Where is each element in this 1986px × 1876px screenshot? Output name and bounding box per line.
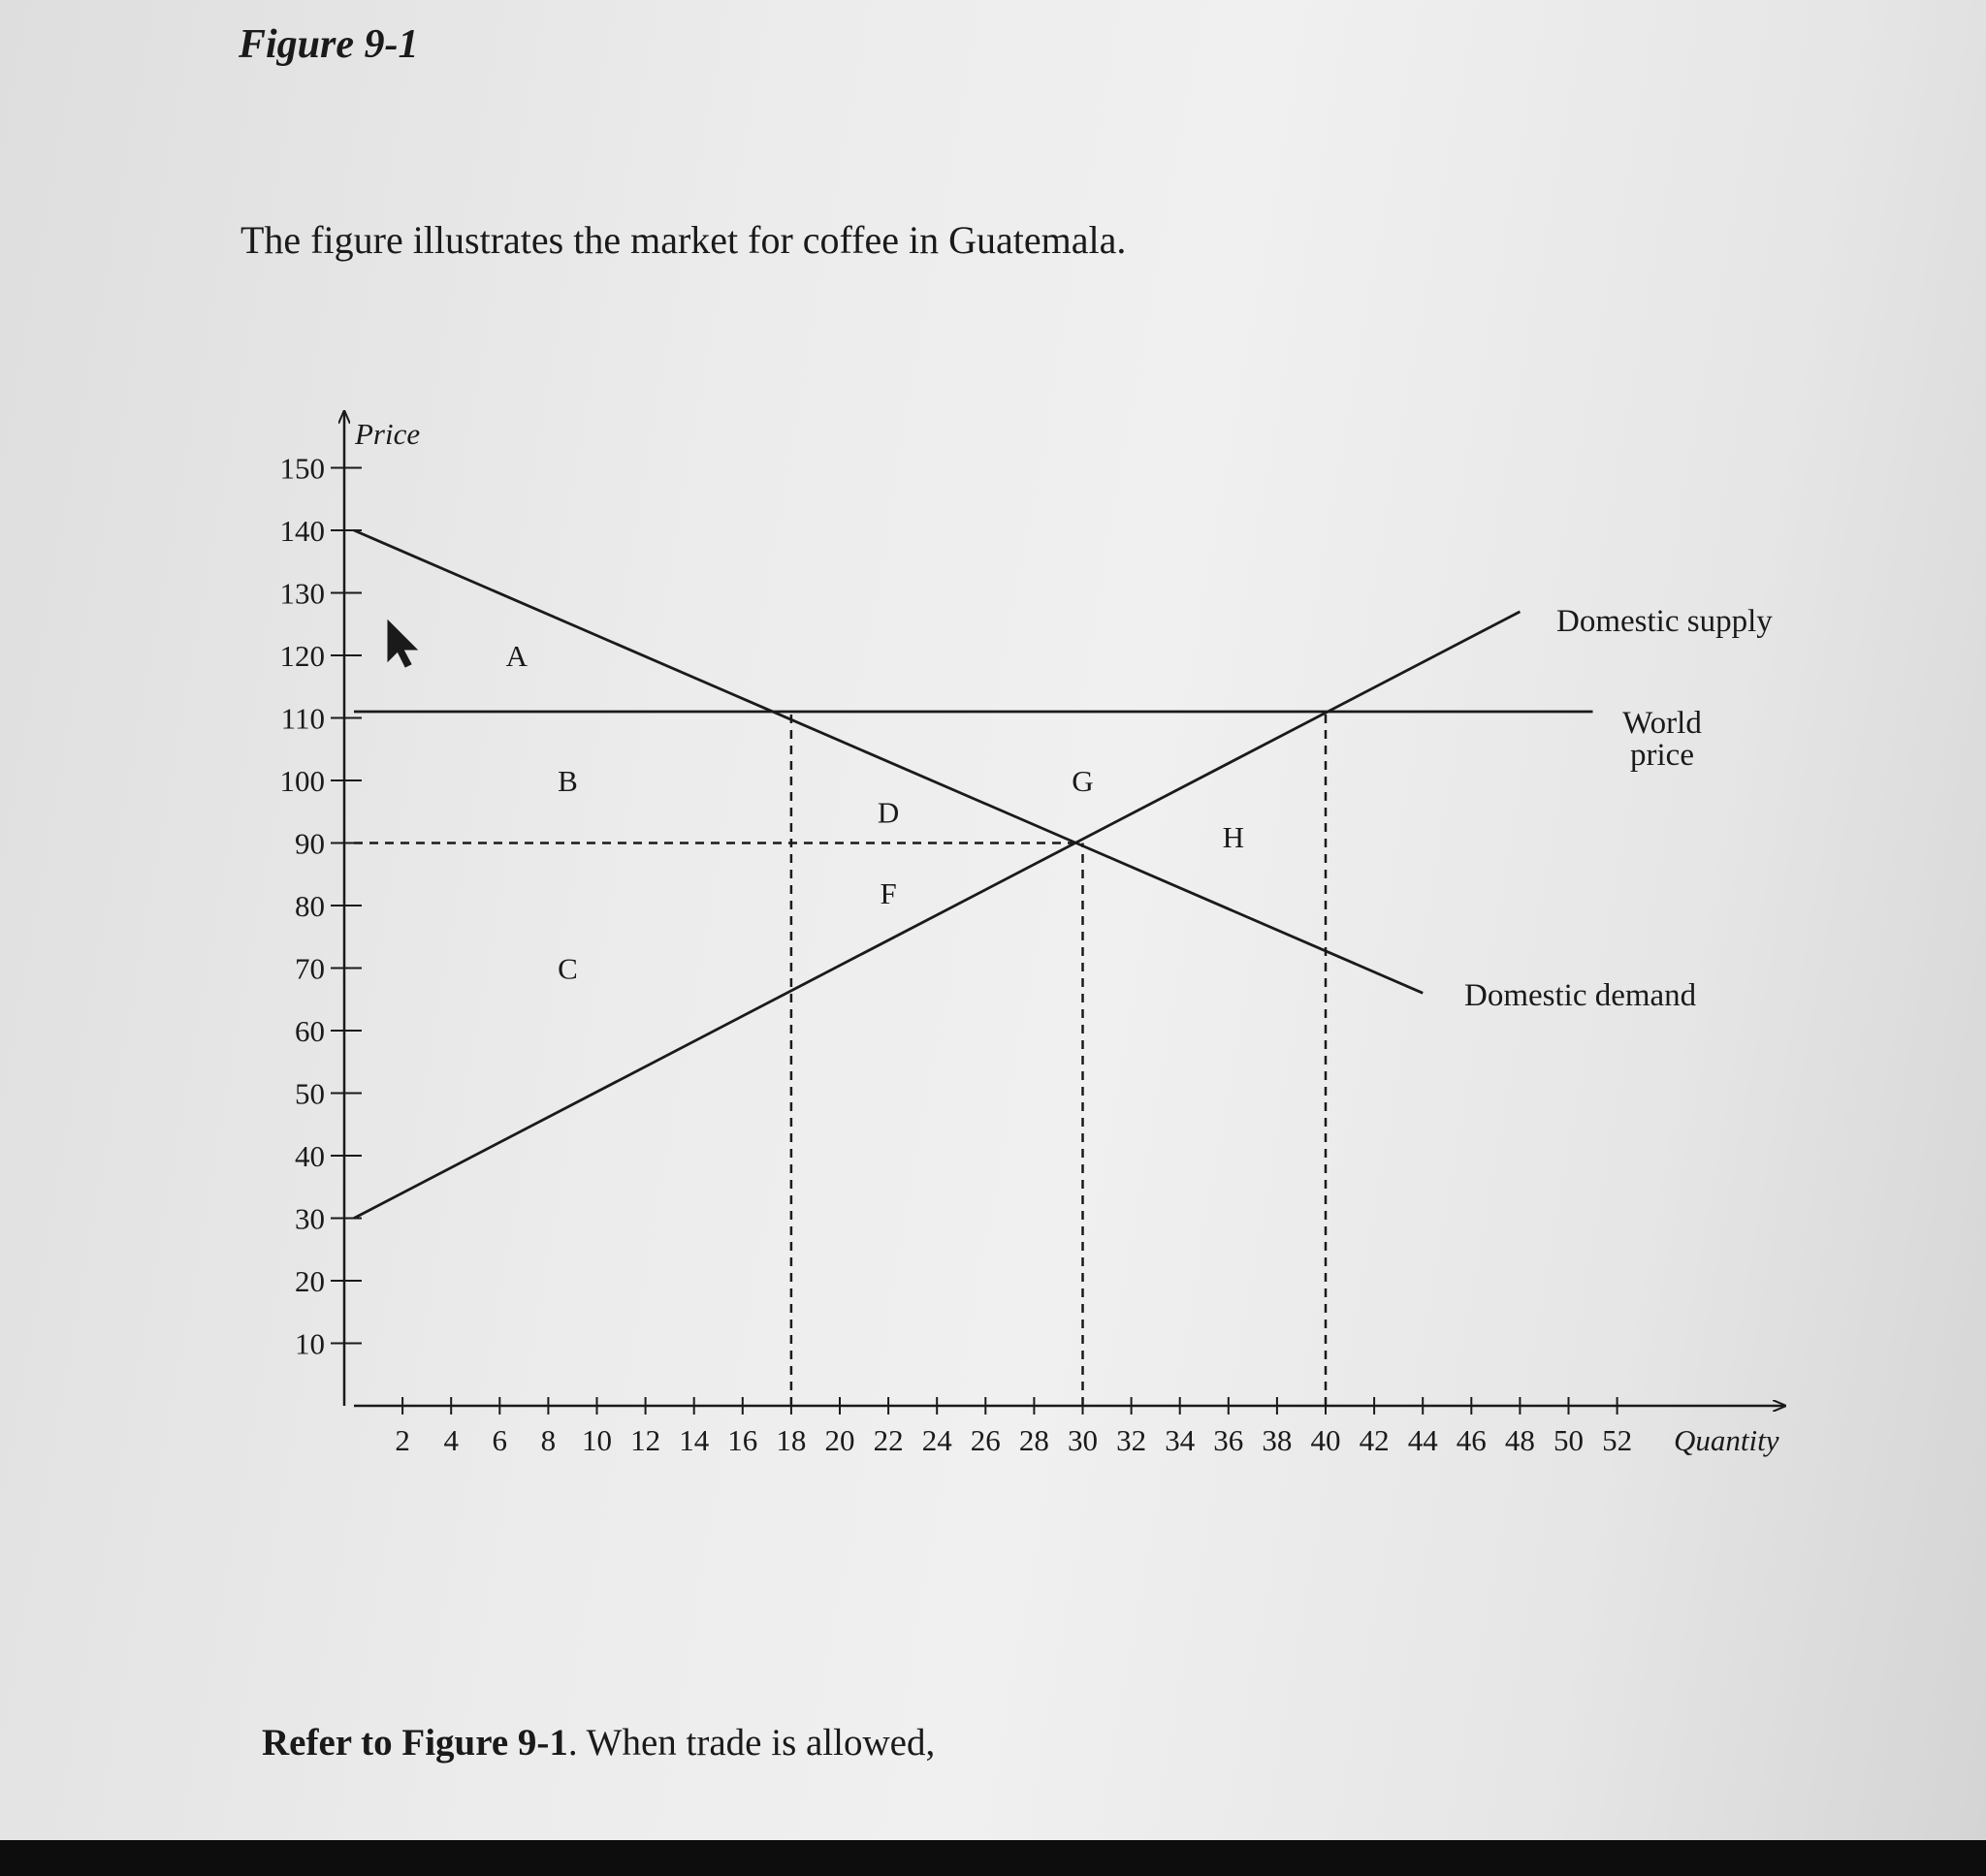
area-label-a: A	[505, 639, 529, 673]
x-tick-label: 36	[1213, 1423, 1244, 1457]
y-tick-label: 100	[279, 764, 325, 798]
reference-lines	[354, 712, 1326, 1406]
y-tick-label: 40	[295, 1139, 325, 1173]
y-axis-title: Price	[355, 417, 421, 451]
world-price-label-line2: price	[1630, 738, 1694, 773]
x-tick-label: 10	[582, 1423, 612, 1457]
x-tick-label: 40	[1310, 1423, 1341, 1457]
x-tick-label: 28	[1018, 1423, 1049, 1457]
y-tick-label: 130	[279, 576, 325, 611]
x-tick-label: 32	[1116, 1423, 1147, 1457]
domestic-demand-label: Domestic demand	[1464, 978, 1697, 1013]
screen-bezel	[0, 1840, 1986, 1876]
y-tick-label: 10	[295, 1326, 325, 1361]
y-tick-label: 150	[279, 451, 325, 486]
domestic-demand-line	[354, 530, 1423, 993]
area-label-f: F	[880, 876, 897, 911]
y-tick-label: 30	[295, 1201, 325, 1236]
y-tick-label: 120	[279, 639, 325, 673]
x-tick-label: 8	[540, 1423, 557, 1457]
domestic-supply-label: Domestic supply	[1556, 604, 1773, 639]
x-tick-label: 44	[1407, 1423, 1438, 1457]
x-tick-label: 34	[1165, 1423, 1196, 1457]
y-tick-label: 80	[295, 889, 325, 923]
x-tick-label: 12	[630, 1423, 661, 1457]
x-tick-label: 20	[824, 1423, 855, 1457]
area-label-d: D	[877, 795, 900, 830]
x-tick-label: 4	[443, 1423, 459, 1457]
x-tick-label: 48	[1504, 1423, 1535, 1457]
x-tick-label: 38	[1262, 1423, 1293, 1457]
axes	[344, 412, 1784, 1406]
x-tick-label: 24	[921, 1423, 952, 1457]
x-tick-label: 6	[492, 1423, 508, 1457]
x-tick-label: 16	[727, 1423, 758, 1457]
x-tick-label: 22	[873, 1423, 904, 1457]
area-label-h: H	[1222, 820, 1245, 855]
series-lines	[354, 530, 1593, 1219]
figure-title: Figure 9-1	[239, 22, 419, 67]
x-tick-label: 50	[1554, 1423, 1584, 1457]
x-tick-label: 46	[1456, 1423, 1487, 1457]
x-tick-label: 30	[1068, 1423, 1098, 1457]
y-tick-label: 90	[295, 826, 325, 861]
y-tick-label: 110	[280, 701, 325, 736]
x-tick-label: 18	[776, 1423, 807, 1457]
y-tick-label: 50	[295, 1076, 325, 1111]
area-label-c: C	[558, 951, 578, 986]
x-tick-label: 52	[1602, 1423, 1633, 1457]
x-tick-label: 42	[1359, 1423, 1390, 1457]
world-price-label-line1: World	[1622, 706, 1702, 741]
x-tick-label: 14	[679, 1423, 710, 1457]
x-tick-label: 2	[395, 1423, 410, 1457]
chart-labels	[354, 417, 1779, 1457]
mouse-cursor-icon	[388, 620, 417, 667]
area-label-b: B	[558, 764, 578, 798]
question-rest: . When trade is allowed,	[567, 1722, 936, 1764]
ticks	[280, 452, 1633, 1458]
y-tick-label: 140	[279, 514, 325, 548]
x-tick-label: 26	[970, 1423, 1001, 1457]
y-tick-label: 70	[295, 951, 325, 986]
y-tick-label: 20	[295, 1264, 325, 1298]
figure-caption: The figure illustrates the market for coffee in Guatemala.	[240, 218, 1127, 262]
question-bold: Refer to Figure 9-1	[262, 1722, 568, 1764]
x-axis-title: Quantity	[1674, 1423, 1779, 1457]
area-label-g: G	[1072, 764, 1094, 798]
y-tick-label: 60	[295, 1014, 325, 1048]
question-text	[262, 1721, 935, 1765]
domestic-supply-line	[354, 612, 1520, 1219]
